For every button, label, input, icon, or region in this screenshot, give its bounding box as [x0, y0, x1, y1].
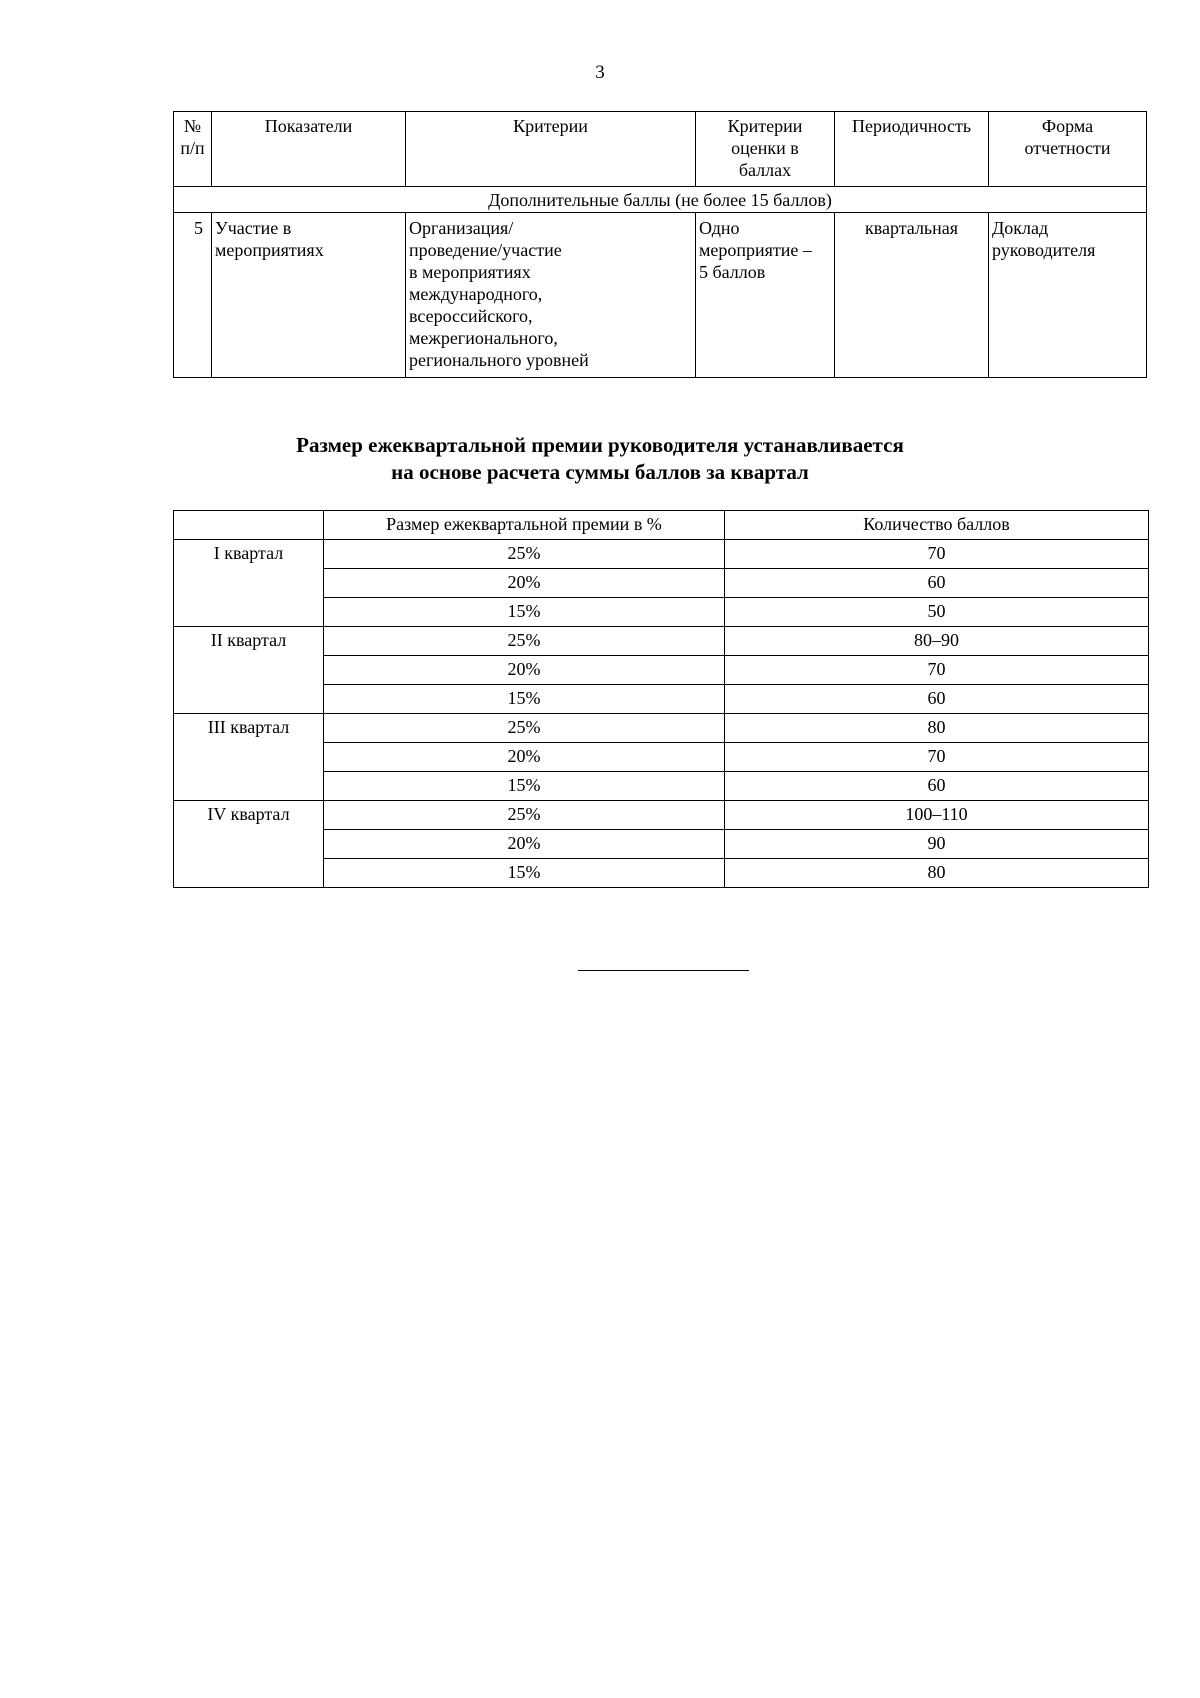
- percent-cell: 25%: [324, 627, 725, 656]
- bonus-heading-line2: на основе расчета суммы баллов за квартал: [391, 460, 809, 484]
- points-cell: 80–90: [725, 627, 1149, 656]
- percent-cell: 25%: [324, 714, 725, 743]
- row-num: 5: [174, 213, 212, 378]
- percent-cell: 20%: [324, 656, 725, 685]
- row-report-form: Доклад руководителя: [989, 213, 1147, 378]
- header-frequency: Периодичность: [835, 112, 989, 187]
- table-row: [174, 540, 1149, 569]
- percent-cell: 15%: [324, 859, 725, 888]
- row-score: Одно мероприятие – 5 баллов: [696, 213, 835, 378]
- header-points: Количество баллов: [725, 511, 1149, 540]
- header-percent: Размер ежеквартальной премии в %: [324, 511, 725, 540]
- points-cell: 70: [725, 540, 1149, 569]
- row-indicator: Участие в мероприятиях: [212, 213, 406, 378]
- quarter-label: IV квартал: [174, 801, 324, 888]
- percent-cell: 20%: [324, 743, 725, 772]
- bonus-table: [173, 510, 1149, 888]
- points-cell: 80: [725, 859, 1149, 888]
- quarter-label: I квартал: [174, 540, 324, 627]
- bonus-heading: [0, 432, 1200, 486]
- percent-cell: 25%: [324, 540, 725, 569]
- points-cell: 60: [725, 772, 1149, 801]
- points-cell: 70: [725, 656, 1149, 685]
- table-row: [174, 627, 1149, 656]
- table-row: [174, 801, 1149, 830]
- percent-cell: 20%: [324, 830, 725, 859]
- section-row: [174, 187, 1147, 213]
- percent-cell: 20%: [324, 569, 725, 598]
- criteria-table: [173, 111, 1147, 378]
- quarter-label: III квартал: [174, 714, 324, 801]
- points-cell: 80: [725, 714, 1149, 743]
- page-number: 3: [595, 62, 605, 83]
- percent-cell: 15%: [324, 685, 725, 714]
- header-criteria: Критерии: [406, 112, 696, 187]
- header-report-form: Форма отчетности: [989, 112, 1147, 187]
- table-row: [174, 213, 1147, 378]
- header-indicators: Показатели: [212, 112, 406, 187]
- quarter-label: II квартал: [174, 627, 324, 714]
- points-cell: 90: [725, 830, 1149, 859]
- row-frequency: квартальная: [835, 213, 989, 378]
- percent-cell: 15%: [324, 598, 725, 627]
- criteria-header-row: [174, 112, 1147, 187]
- header-quarter: [174, 511, 324, 540]
- bonus-header-row: [174, 511, 1149, 540]
- points-cell: 50: [725, 598, 1149, 627]
- bonus-heading-line1: Размер ежеквартальной премии руководителя устанавливается: [296, 433, 904, 457]
- points-cell: 60: [725, 569, 1149, 598]
- points-cell: 60: [725, 685, 1149, 714]
- header-num: № п/п: [174, 112, 212, 187]
- points-cell: 70: [725, 743, 1149, 772]
- points-cell: 100–110: [725, 801, 1149, 830]
- percent-cell: 15%: [324, 772, 725, 801]
- header-score-criteria: Критерии оценки в баллах: [696, 112, 835, 187]
- section-title: Дополнительные баллы (не более 15 баллов): [174, 187, 1147, 213]
- row-criteria: Организация/ проведение/участие в мероприятиях международного, всероссийского, межрегионального, регионального уровней: [406, 213, 696, 378]
- percent-cell: 25%: [324, 801, 725, 830]
- table-row: [174, 714, 1149, 743]
- end-divider: [578, 970, 749, 971]
